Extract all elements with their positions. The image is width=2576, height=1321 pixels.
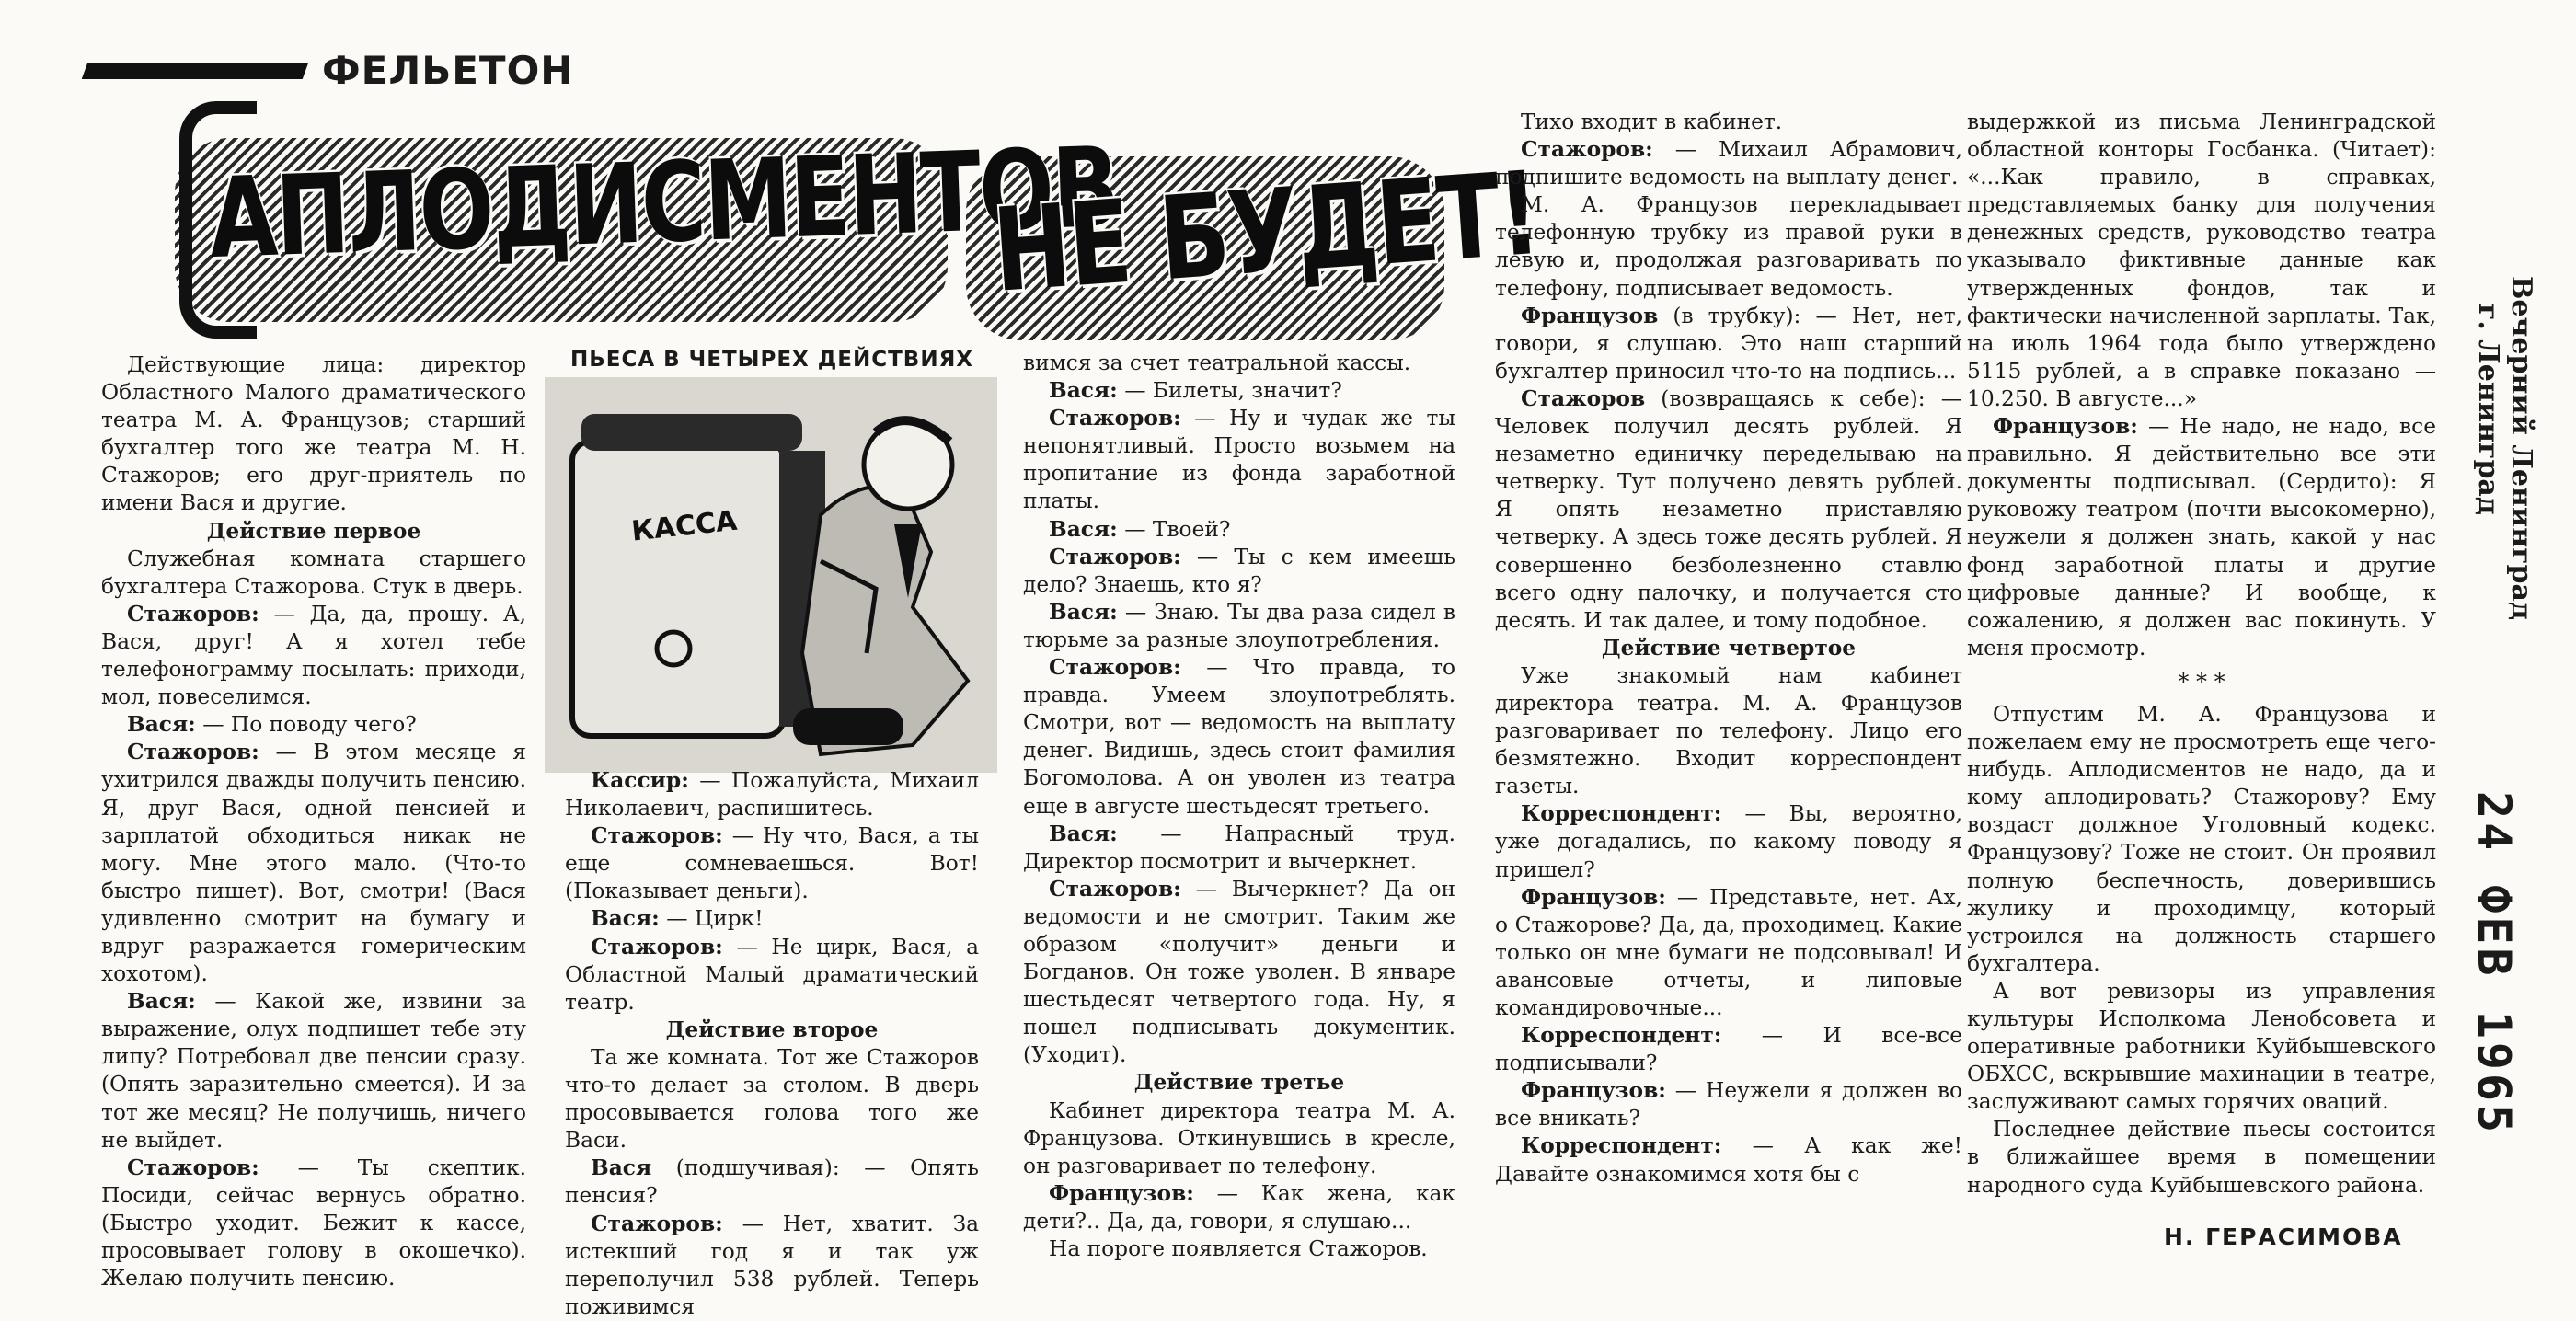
paragraph xyxy=(101,988,526,1154)
speaker-name: Вася: xyxy=(1049,516,1118,542)
paragraph xyxy=(1495,109,1962,136)
paragraph xyxy=(1495,303,1962,385)
paragraph xyxy=(101,518,526,546)
paragraph xyxy=(1023,405,1455,515)
column-1 xyxy=(101,351,526,1292)
paragraph xyxy=(1495,191,1962,302)
paragraph xyxy=(1495,385,1962,635)
paragraph-text: Кабинет директора театра М. А. Французова. Откинувшись в кресле, он разговаривает по телефону. xyxy=(1023,1097,1455,1178)
speaker-name: Кассир: xyxy=(591,768,689,793)
paragraph xyxy=(1495,1077,1962,1132)
paragraph-text: — Вычеркнет? Да он ведомости и не смотрит. Таким же образом «получит» деньги и Богданов. Он тоже уволен. В январе шестьдесят четвертого года. Ну, я пошел подписывать документик. (Уходит). xyxy=(1023,876,1455,1068)
speaker-name: Стажоров: xyxy=(1521,137,1653,163)
paragraph xyxy=(1495,662,1962,800)
speaker-name: Вася: xyxy=(1049,378,1118,404)
column-5 xyxy=(1967,109,2436,1200)
paragraph-text: — Неужели я должен во все вникать? xyxy=(1495,1078,1962,1131)
paragraph-text: — В этом месяце я ухитрился дважды получить пенсию. Я, друг Вася, одной пенсией и зарплатой обходиться никак не могу. Мне этого мало. (Что-то быстро пишет). Вот, смотри! (Вася удивленно смотрит на бумагу и вдруг разражается гомерическим хохотом). xyxy=(101,740,526,987)
safe-body xyxy=(572,442,784,736)
paragraph xyxy=(1495,1132,1962,1188)
speaker-name: Французов: xyxy=(1521,1078,1666,1104)
paragraph-text: Служебная комната старшего бухгалтера Стажорова. Стук в дверь. xyxy=(101,546,526,599)
paragraph xyxy=(101,739,526,988)
paragraph-text: Тихо входит в кабинет. xyxy=(1521,109,1783,134)
paragraph xyxy=(1967,1116,2436,1199)
paragraph-text: выдержкой из письма Ленинградской областной конторы Госбанка. (Читает): «...Как правило, в справках, представляемых банку для получения денежных средств, руководство театра указывало фиктивные данные как утвержденных фондов, так и фактически начисленной зарплаты. Так, на июль 1964 года было утверждено 5115 рублей, а в справке показано — 10.250. В августе...» xyxy=(1967,109,2436,411)
paragraph-text: — Как жена, как дети?.. Да, да, говори, я слушаю... xyxy=(1023,1180,1455,1234)
headline-line1: АПЛОДИСМЕНТОВ xyxy=(207,122,1121,283)
paragraph-text: — Билеты, значит? xyxy=(1117,378,1342,404)
speaker-name: Стажоров: xyxy=(1049,876,1181,902)
source-line1: Вечерний Ленинград xyxy=(2505,276,2537,620)
paragraph xyxy=(565,934,979,1017)
date-stamp: 24 ФЕВ 1965 xyxy=(2467,791,2521,1137)
paragraph-text: Отпустим М. А. Французова и пожелаем ему не просмотреть еще чего-нибудь. Аплодисментов не надо, да и кому аплодировать? Стажорову? Ему воздаст должное Уголовный кодекс. Французову? Тоже не стоит. Он проявил полную беспечность, доверившись жулику и проходимцу, который устроился на должность старшего бухгалтера. xyxy=(1967,701,2436,976)
paragraph-text: Действие четвертое xyxy=(1601,635,1857,660)
speaker-name: Корреспондент: xyxy=(1521,1133,1722,1159)
paragraph-text: — Нет, хватит. За истекший год я и так уж переполучил 538 рублей. Теперь поживимся xyxy=(565,1211,979,1319)
speaker-name: Вася: xyxy=(127,712,196,738)
paragraph xyxy=(1495,136,1962,191)
speaker-name: Стажоров: xyxy=(1049,544,1181,569)
paragraph-text: — Не надо, не надо, все правильно. Я действительно все эти документы подписывал. (Сердито): Я руковожу театром (почти высокомерно), неужели я должен знать, какой у нас фонд заработной платы и другие цифровые данные? И вообще, к сожалению, я должен вас покинуть. У меня просмотр. xyxy=(1967,414,2436,660)
paragraph xyxy=(565,905,979,933)
paragraph-text: — Пожалуйста, Михаил Николаевич, распишитесь. xyxy=(565,768,979,821)
figure-shoes xyxy=(793,708,903,745)
speaker-name: Вася xyxy=(591,1155,652,1181)
paragraph xyxy=(1495,884,1962,1022)
paragraph xyxy=(1023,1069,1455,1097)
column-4 xyxy=(1495,109,1962,1189)
paragraph-text: — Ну и чудак же ты непонятливый. Просто возьмем на пропитание из фонда заработной платы. xyxy=(1023,406,1455,514)
speaker-name: Стажоров: xyxy=(127,1154,259,1180)
column-3 xyxy=(1023,350,1455,1263)
safe-top xyxy=(581,414,802,451)
paragraph xyxy=(1023,516,1455,544)
speaker-name: Стажоров xyxy=(1521,385,1646,411)
paragraph xyxy=(565,1044,979,1154)
paragraph xyxy=(1967,978,2436,1116)
paragraph-text: М. А. Французов перекладывает телефонную трубку из правой руки в левую и, продолжая разговаривать по телефону, подписывает ведомость. xyxy=(1495,192,1962,301)
paragraph xyxy=(101,601,526,711)
paragraph xyxy=(1967,413,2436,662)
paragraph-text: Действие третье xyxy=(1133,1070,1345,1096)
paragraph xyxy=(101,1154,526,1292)
paragraph-text: — Да, да, прошу. А, Вася, друг! А я хотел тебе телефонограмму посылать: приходи, мол, повеселимся. xyxy=(101,601,526,710)
paragraph-text: вимся за счет театральной кассы. xyxy=(1023,350,1411,375)
speaker-name: Корреспондент: xyxy=(1521,1023,1722,1049)
source-note xyxy=(2472,276,2539,662)
paragraph-text: На пороге появляется Стажоров. xyxy=(1049,1236,1428,1261)
speaker-name: Французов: xyxy=(1049,1180,1194,1206)
paragraph-text: — Ну что, Вася, а ты еще сомневаешься. Вот! (Показывает деньги). xyxy=(565,823,979,904)
paragraph xyxy=(101,711,526,739)
section-divider: * * * xyxy=(2178,668,2225,695)
paragraph-text: — А как же! Давайте ознакомимся хотя бы с xyxy=(1495,1133,1962,1187)
speaker-name: Стажоров: xyxy=(127,601,259,626)
paragraph-text: Действие второе xyxy=(665,1017,879,1042)
byline: Н. ГЕРАСИМОВА xyxy=(2164,1223,2403,1250)
paragraph-text: — Знаю. Ты два раза сидел в тюрьме за разные злоупотребления. xyxy=(1023,599,1455,652)
paragraph-text: — И все-все подписывали? xyxy=(1495,1023,1962,1076)
paragraph xyxy=(1023,821,1455,876)
paragraph xyxy=(1023,876,1455,1070)
paragraph xyxy=(1023,350,1455,377)
paragraph-text: — Ты скептик. Посиди, сейчас вернусь обратно. (Быстро уходит. Бежит к кассе, просовывает голову в окошечко). Желаю получить пенсию. xyxy=(101,1154,526,1292)
paragraph-text: (в трубку): — Нет, нет, говори, я слушаю. Это наш старший бухгалтер приносил что-то на подпись... xyxy=(1495,303,1962,384)
speaker-name: Вася: xyxy=(127,989,196,1015)
paragraph-text: Уже знакомый нам кабинет директора театра. М. А. Французов разговаривает по телефону. Лицо его безмятежно. Входит корреспондент газеты. xyxy=(1495,662,1962,799)
paragraph-text: Последнее действие пьесы состоится в ближайшее время в помещении народного суда Куйбышевского района. xyxy=(1967,1117,2436,1198)
paragraph-text: Действие первое xyxy=(206,518,421,544)
subtitle: ПЬЕСА В ЧЕТЫРЕХ ДЕЙСТВИЯХ xyxy=(569,348,974,372)
speaker-name: Вася: xyxy=(1049,599,1118,625)
speaker-name: Французов xyxy=(1521,303,1659,328)
paragraph xyxy=(1023,654,1455,821)
speaker-name: Корреспондент: xyxy=(1521,801,1722,827)
paragraph-text: — Что правда, то правда. Умеем злоупотреблять. Смотри, вот — ведомость на выплату денег. Видишь, здесь стоит фамилия Богомолова. А он уволен из театра еще в августе шестьдесят третьего. xyxy=(1023,655,1455,819)
paragraph-text: — Цирк! xyxy=(659,906,764,932)
paragraph-text: — Вы, вероятно, уже догадались, по какому поводу я пришел? xyxy=(1495,801,1962,882)
paragraph-text: — Михаил Абрамович, подпишите ведомость на выплату денег. xyxy=(1495,137,1962,190)
paragraph xyxy=(1495,635,1962,662)
paragraph xyxy=(1023,544,1455,599)
speaker-name: Французов: xyxy=(1993,414,2138,440)
paragraph-text: — По поводу чего? xyxy=(195,712,417,738)
column-2 xyxy=(565,767,979,1321)
paragraph-text: — Твоей? xyxy=(1117,516,1231,542)
speaker-name: Стажоров: xyxy=(591,1211,723,1236)
paragraph-text: Действующие лица: директор Областного Малого драматического театра М. А. Французов; старший бухгалтер того же театра М. Н. Стажоров; его друг-приятель по имени Вася и другие. xyxy=(101,352,526,516)
paragraph-text: А вот ревизоры из управления культуры Исполкома Ленобсовета и оперативные работники Куйбышевского ОБХСС, вскрывшие махинации в театре, заслуживают самых горячих оваций. xyxy=(1967,978,2436,1115)
paragraph xyxy=(1023,1097,1455,1180)
paragraph xyxy=(1495,1022,1962,1077)
paragraph-text: Та же комната. Тот же Стажоров что-то делает за столом. В дверь просовывается голова того же Васи. xyxy=(565,1044,979,1154)
paragraph-text: — Ты с кем имеешь дело? Знаешь, кто я? xyxy=(1023,544,1455,597)
paragraph-text: — Не цирк, Вася, а Областной Малый драматический театр. xyxy=(565,934,979,1015)
paragraph-text: (возвращаясь к себе): — Человек получил десять рублей. Я незаметно единичку переделываю на четверку. Тут получено девять рублей. Я опять незаметно приставляю четверку. А здесь тоже десять рублей. Я совершенно безболезненно ставлю всего одну палочку, и получается сто десять. И так далее, и тому подобное. xyxy=(1495,385,1962,633)
paragraph xyxy=(1023,1180,1455,1235)
paragraph xyxy=(101,546,526,601)
paragraph xyxy=(1023,1235,1455,1263)
paragraph xyxy=(1023,599,1455,654)
paragraph xyxy=(1495,800,1962,883)
paragraph xyxy=(565,1211,979,1321)
rubric-label: ФЕЛЬЕТОН xyxy=(322,48,574,93)
paragraph-text: — Какой же, извини за выражение, олух подпишет тебе эту липу? Потребовал две пенсии сразу. (Опять заразительно смеется). И за тот же месяц? Не получишь, ничего не выйдет. xyxy=(101,989,526,1153)
paragraph-text: — Представьте, нет. Ах, о Стажорове? Да, да, проходимец. Какие только он мне бумаги не подсовывал! И авансовые отчеты, и липовые командировочные... xyxy=(1495,884,1962,1020)
paragraph xyxy=(565,1154,979,1210)
headline xyxy=(0,0,1544,368)
speaker-name: Стажоров: xyxy=(1049,406,1181,431)
speaker-name: Стажоров: xyxy=(591,934,723,959)
paragraph xyxy=(1023,377,1455,405)
paragraph xyxy=(1967,109,2436,413)
paragraph-text: — Напрасный труд. Директор посмотрит и вычеркнет. xyxy=(1023,821,1455,874)
speaker-name: Вася: xyxy=(1049,821,1118,846)
paragraph xyxy=(565,767,979,822)
speaker-name: Стажоров: xyxy=(127,740,259,765)
paragraph xyxy=(1967,701,2436,978)
source-line2: г. Ленинград xyxy=(2472,304,2504,515)
paragraph xyxy=(101,351,526,518)
paragraph xyxy=(565,822,979,905)
speaker-name: Стажоров: xyxy=(591,823,723,849)
paragraph xyxy=(565,1017,979,1044)
speaker-name: Французов: xyxy=(1521,884,1666,910)
safe-label: КАССА xyxy=(629,504,739,548)
illustration xyxy=(545,377,997,773)
speaker-name: Вася: xyxy=(591,906,660,932)
speaker-name: Стажоров: xyxy=(1049,655,1181,681)
paragraph-text: (подшучивая): — Опять пенсия? xyxy=(565,1155,979,1209)
headline-line2: НЕ БУДЕТ! xyxy=(989,145,1544,318)
